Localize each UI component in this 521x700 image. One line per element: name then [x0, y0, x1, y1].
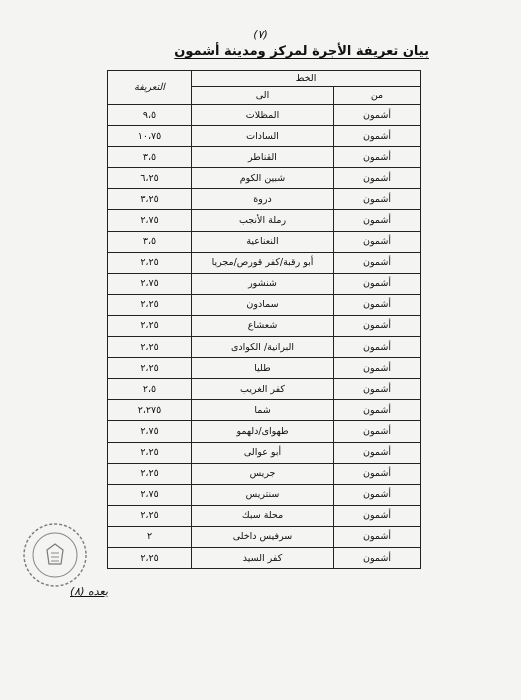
table-row [108, 505, 421, 526]
from-cell: أشمون [334, 126, 421, 147]
header-row-1 [108, 71, 421, 87]
route-header: الخط [192, 71, 421, 87]
continued-note: بعده (٨) [70, 585, 108, 598]
fare-cell: ٢،٥ [108, 379, 192, 400]
to-header: الى [192, 87, 334, 105]
page-number: (٧) [253, 28, 268, 41]
fare-cell: ٢،٢٥ [108, 505, 192, 526]
from-cell: أشمون [334, 400, 421, 421]
to-cell: كفر السيد [192, 547, 334, 568]
from-cell: أشمون [334, 484, 421, 505]
table-row [108, 337, 421, 358]
to-cell: رملة الأنجب [192, 210, 334, 231]
fare-cell: ٢،٧٥ [108, 210, 192, 231]
to-cell: شبين الكوم [192, 168, 334, 189]
to-cell: سنتريس [192, 484, 334, 505]
fare-cell: ٢،٧٥ [108, 421, 192, 442]
from-cell: أشمون [334, 442, 421, 463]
fare-cell: ١٠،٧٥ [108, 126, 192, 147]
fare-cell: ٢،٢٥ [108, 294, 192, 315]
from-cell: أشمون [334, 189, 421, 210]
to-cell: شنشور [192, 273, 334, 294]
table-row [108, 231, 421, 252]
from-cell: أشمون [334, 421, 421, 442]
table-row [108, 273, 421, 294]
fare-cell: ٣،٥ [108, 147, 192, 168]
table-row [108, 400, 421, 421]
table-row [108, 442, 421, 463]
to-cell: شما [192, 400, 334, 421]
from-cell: أشمون [334, 358, 421, 379]
table-row [108, 210, 421, 231]
from-cell: أشمون [334, 168, 421, 189]
table-row [108, 315, 421, 336]
from-cell: أشمون [334, 105, 421, 126]
from-cell: أشمون [334, 147, 421, 168]
table-row [108, 105, 421, 126]
official-seal-stamp [20, 520, 90, 590]
fare-cell: ٢،٢٥ [108, 337, 192, 358]
from-cell: أشمون [334, 547, 421, 568]
to-cell: سمادون [192, 294, 334, 315]
fare-table-body [108, 105, 421, 569]
table-row [108, 463, 421, 484]
fare-cell: ٢،٢٥ [108, 315, 192, 336]
to-cell: محلة سبك [192, 505, 334, 526]
fare-cell: ٢،٢٥ [108, 358, 192, 379]
from-cell: أشمون [334, 273, 421, 294]
table-row [108, 147, 421, 168]
to-cell: البرانية/ الكوادى [192, 337, 334, 358]
to-cell: القناطر [192, 147, 334, 168]
to-cell: طليا [192, 358, 334, 379]
fare-cell: ٢،٢٥ [108, 463, 192, 484]
fare-cell: ٦،٢٥ [108, 168, 192, 189]
fare-cell: ٢،٢٥ [108, 442, 192, 463]
to-cell: أبو عوالى [192, 442, 334, 463]
to-cell: جريس [192, 463, 334, 484]
fare-table [107, 70, 421, 569]
to-cell: سرفيس داخلى [192, 526, 334, 547]
fare-cell: ٢،٧٥ [108, 273, 192, 294]
to-cell: النعناعية [192, 231, 334, 252]
fare-cell: ٩،٥ [108, 105, 192, 126]
from-cell: أشمون [334, 252, 421, 273]
fare-cell: ٢،٢٥ [108, 252, 192, 273]
table-row [108, 421, 421, 442]
table-row [108, 294, 421, 315]
to-cell: المظلات [192, 105, 334, 126]
from-header: من [334, 87, 421, 105]
table-row [108, 379, 421, 400]
table-row [108, 252, 421, 273]
fare-cell: ٢،٧٥ [108, 484, 192, 505]
fare-cell: ٣،٥ [108, 231, 192, 252]
table-row [108, 126, 421, 147]
from-cell: أشمون [334, 379, 421, 400]
from-cell: أشمون [334, 505, 421, 526]
to-cell: السادات [192, 126, 334, 147]
table-row [108, 484, 421, 505]
from-cell: أشمون [334, 294, 421, 315]
table-row [108, 547, 421, 568]
document-title: بيان تعريفة الأجرة لمركز ومدينة أشمون [174, 44, 429, 59]
table-row [108, 358, 421, 379]
fare-cell: ٢،٢٥ [108, 547, 192, 568]
to-cell: كفر الغريب [192, 379, 334, 400]
fare-cell: ٢،٢٧٥ [108, 400, 192, 421]
fare-header: التعريفة [108, 71, 192, 105]
to-cell: دروة [192, 189, 334, 210]
from-cell: أشمون [334, 463, 421, 484]
from-cell: أشمون [334, 337, 421, 358]
table-row [108, 189, 421, 210]
from-cell: أشمون [334, 526, 421, 547]
to-cell: أبو رقبة/كفر قورص/مجريا [192, 252, 334, 273]
table-row [108, 526, 421, 547]
table-row [108, 168, 421, 189]
to-cell: طهواى/دلهمو [192, 421, 334, 442]
fare-cell: ٣،٢٥ [108, 189, 192, 210]
from-cell: أشمون [334, 231, 421, 252]
to-cell: شعشاع [192, 315, 334, 336]
fare-cell: ٢ [108, 526, 192, 547]
from-cell: أشمون [334, 315, 421, 336]
from-cell: أشمون [334, 210, 421, 231]
